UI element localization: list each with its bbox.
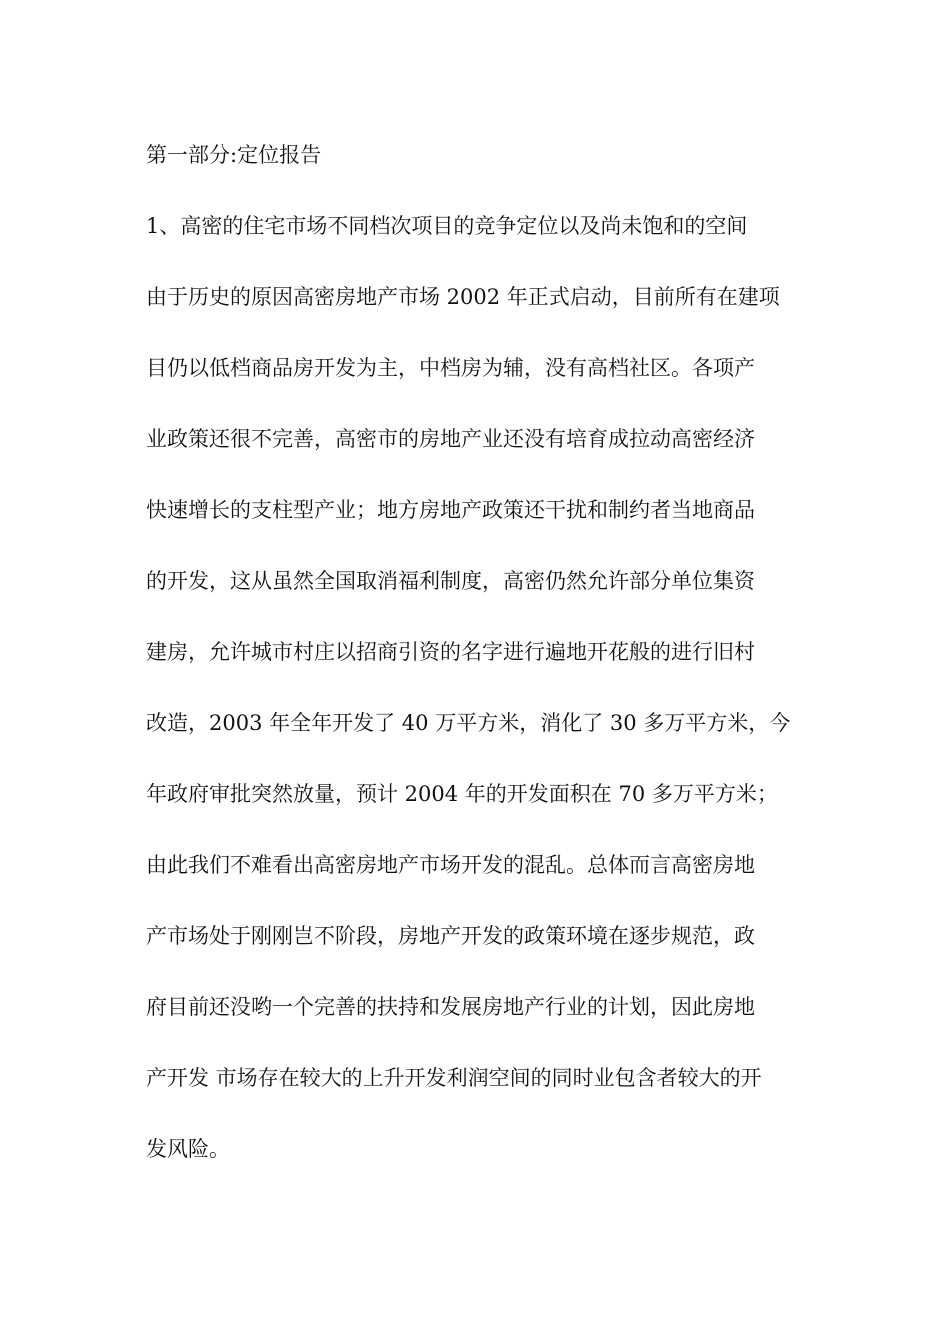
body-line: 年政府审批突然放量，预计 2004 年的开发面积在 70 多万平方米； <box>146 782 778 806</box>
body-line: 府目前还没哟一个完善的扶持和发展房地产行业的计划，因此房地 <box>146 995 755 1019</box>
body-line: 目仍以低档商品房开发为主，中档房为辅，没有高档社区。各项产 <box>146 356 755 380</box>
body-line: 业政策还很不完善，高密市的房地产业还没有培育成拉动高密经济 <box>146 427 755 451</box>
body-line: 改造，2003 年全年开发了 40 万平方米，消化了 30 多万平方米，今 <box>146 711 791 735</box>
document-heading: 第一部分:定位报告 <box>146 143 322 167</box>
section-title: 1、高密的住宅市场不同档次项目的竞争定位以及尚未饱和的空间 <box>146 214 748 238</box>
body-line: 产开发 市场存在较大的上升开发利润空间的同时业包含者较大的开 <box>146 1066 762 1090</box>
body-line: 的开发，这从虽然全国取消福利制度，高密仍然允许部分单位集资 <box>146 569 755 593</box>
body-line: 由此我们不难看出高密房地产市场开发的混乱。总体而言高密房地 <box>146 853 755 877</box>
body-line: 发风险。 <box>146 1137 230 1161</box>
body-line: 由于历史的原因高密房地产市场 2002 年正式启动，目前所有在建项 <box>146 285 780 309</box>
body-line: 建房，允许城市村庄以招商引资的名字进行遍地开花般的进行旧村 <box>146 640 755 664</box>
body-line: 产市场处于刚刚岂不阶段，房地产开发的政策环境在逐步规范，政 <box>146 924 755 948</box>
body-line: 快速增长的支柱型产业；地方房地产政策还干扰和制约者当地商品 <box>146 498 755 522</box>
